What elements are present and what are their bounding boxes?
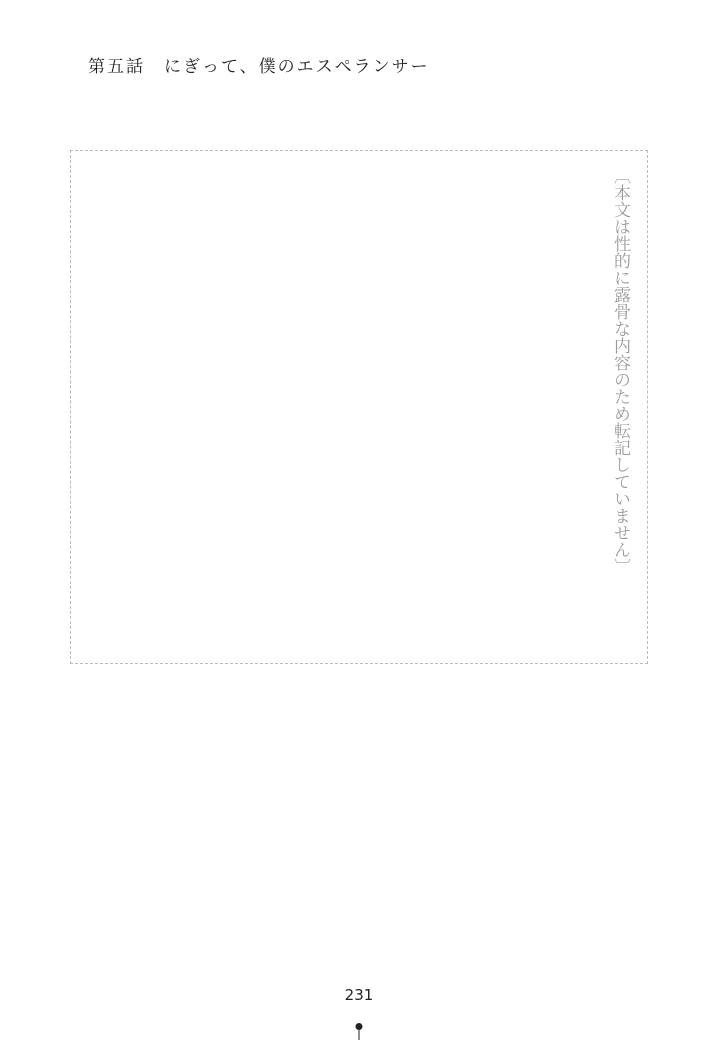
chapter-header: 第五話 にぎって、僕のエスペランサー xyxy=(88,57,430,77)
page-marker-icon xyxy=(356,1023,363,1030)
body-text-area xyxy=(70,110,648,910)
redacted-body-placeholder: 〔本文は性的に露骨な内容のため転記していません〕 xyxy=(70,150,648,664)
page-number: 231 xyxy=(344,986,374,1004)
